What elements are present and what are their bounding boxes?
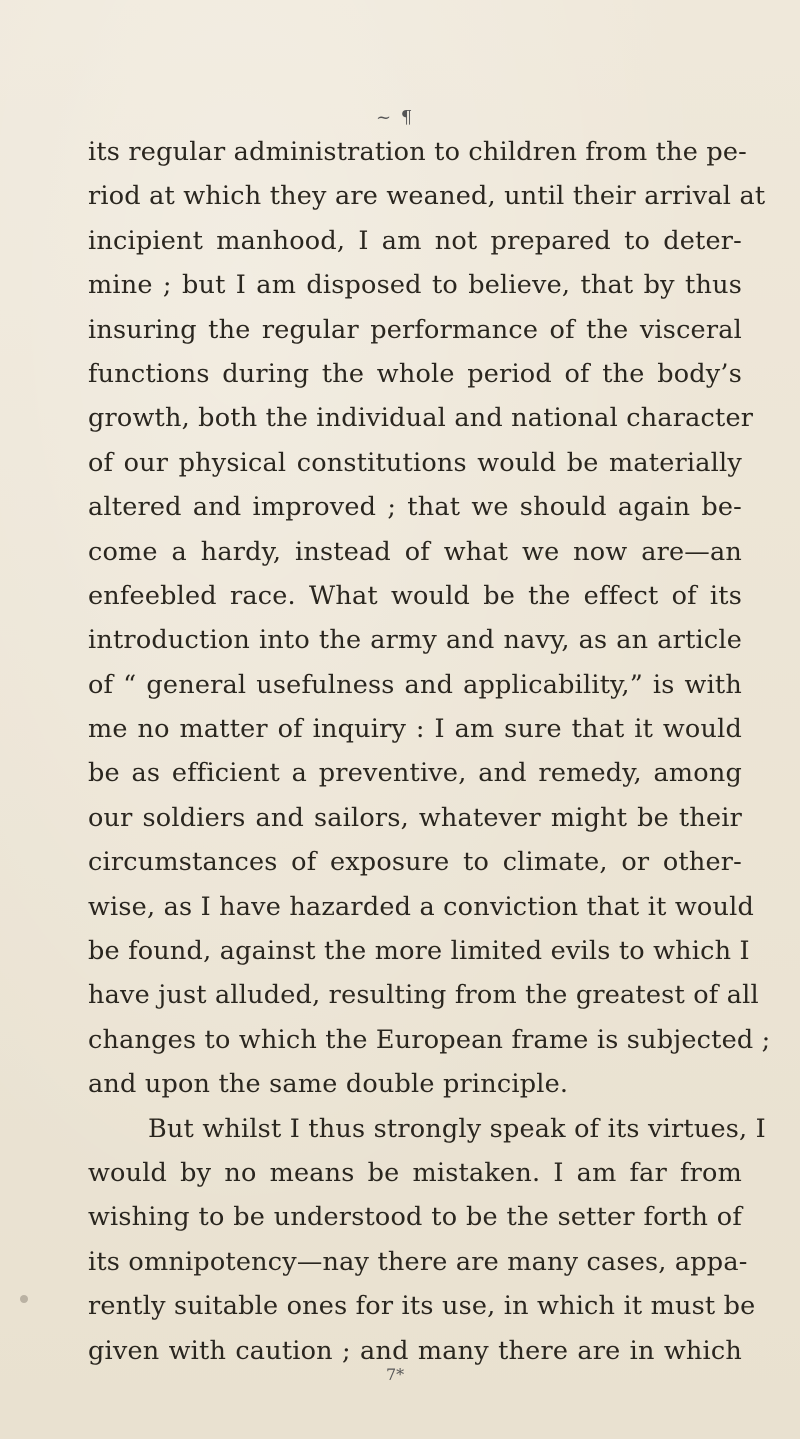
text-line: enfeebled race. What would be the effect of its bbox=[88, 580, 742, 611]
text-line: of “ general usefulness and applicability,” is with bbox=[88, 669, 742, 700]
text-line: insuring the regular performance of the visceral bbox=[88, 314, 742, 345]
text-line: would by no means be mistaken. I am far from bbox=[88, 1157, 742, 1188]
signature-mark: 7* bbox=[386, 1365, 405, 1384]
text-line: mine ; but I am disposed to believe, that by thus bbox=[88, 270, 742, 301]
paper-stain bbox=[20, 1295, 28, 1303]
text-line: rently suitable ones for its use, in which it must be bbox=[88, 1291, 756, 1322]
text-line: be found, against the more limited evils to which I bbox=[88, 936, 750, 967]
text-line: circumstances of exposure to climate, or other- bbox=[88, 847, 742, 878]
text-line: me no matter of inquiry : I am sure that it would bbox=[88, 714, 742, 745]
text-line: wise, as I have hazarded a conviction that it would bbox=[88, 891, 754, 922]
text-line: come a hardy, instead of what we now are—an bbox=[88, 536, 742, 567]
text-line: given with caution ; and many there are in which bbox=[88, 1335, 742, 1366]
text-line: incipient manhood, I am not prepared to deter- bbox=[88, 225, 742, 256]
text-line: its regular administration to children from the pe- bbox=[88, 137, 747, 167]
text-line: our soldiers and sailors, whatever might be their bbox=[88, 802, 742, 833]
text-line: have just alluded, resulting from the greatest of all bbox=[88, 980, 759, 1011]
text-line: changes to which the European frame is subjected ; bbox=[88, 1024, 771, 1055]
text-line: be as efficient a preventive, and remedy, among bbox=[88, 758, 742, 789]
text-line: wishing to be understood to be the setter forth of bbox=[88, 1202, 742, 1233]
page-header-mark: ~ ¶ bbox=[376, 107, 415, 128]
text-line: growth, both the individual and national character bbox=[88, 403, 754, 434]
text-line: riod at which they are weaned, until their arrival at bbox=[88, 181, 766, 212]
text-line: introduction into the army and navy, as an article bbox=[88, 625, 742, 656]
text-line: its omnipotency—nay there are many cases, appa- bbox=[88, 1246, 748, 1277]
text-line: functions during the whole period of the body’s bbox=[88, 358, 742, 389]
text-line: of our physical constitutions would be materially bbox=[88, 447, 742, 478]
text-line: and upon the same double principle. bbox=[88, 1069, 569, 1100]
text-line: But whilst I thus strongly speak of its virtues, I bbox=[148, 1113, 766, 1144]
body-text bbox=[88, 130, 771, 1373]
text-line: altered and improved ; that we should again be- bbox=[88, 492, 742, 523]
